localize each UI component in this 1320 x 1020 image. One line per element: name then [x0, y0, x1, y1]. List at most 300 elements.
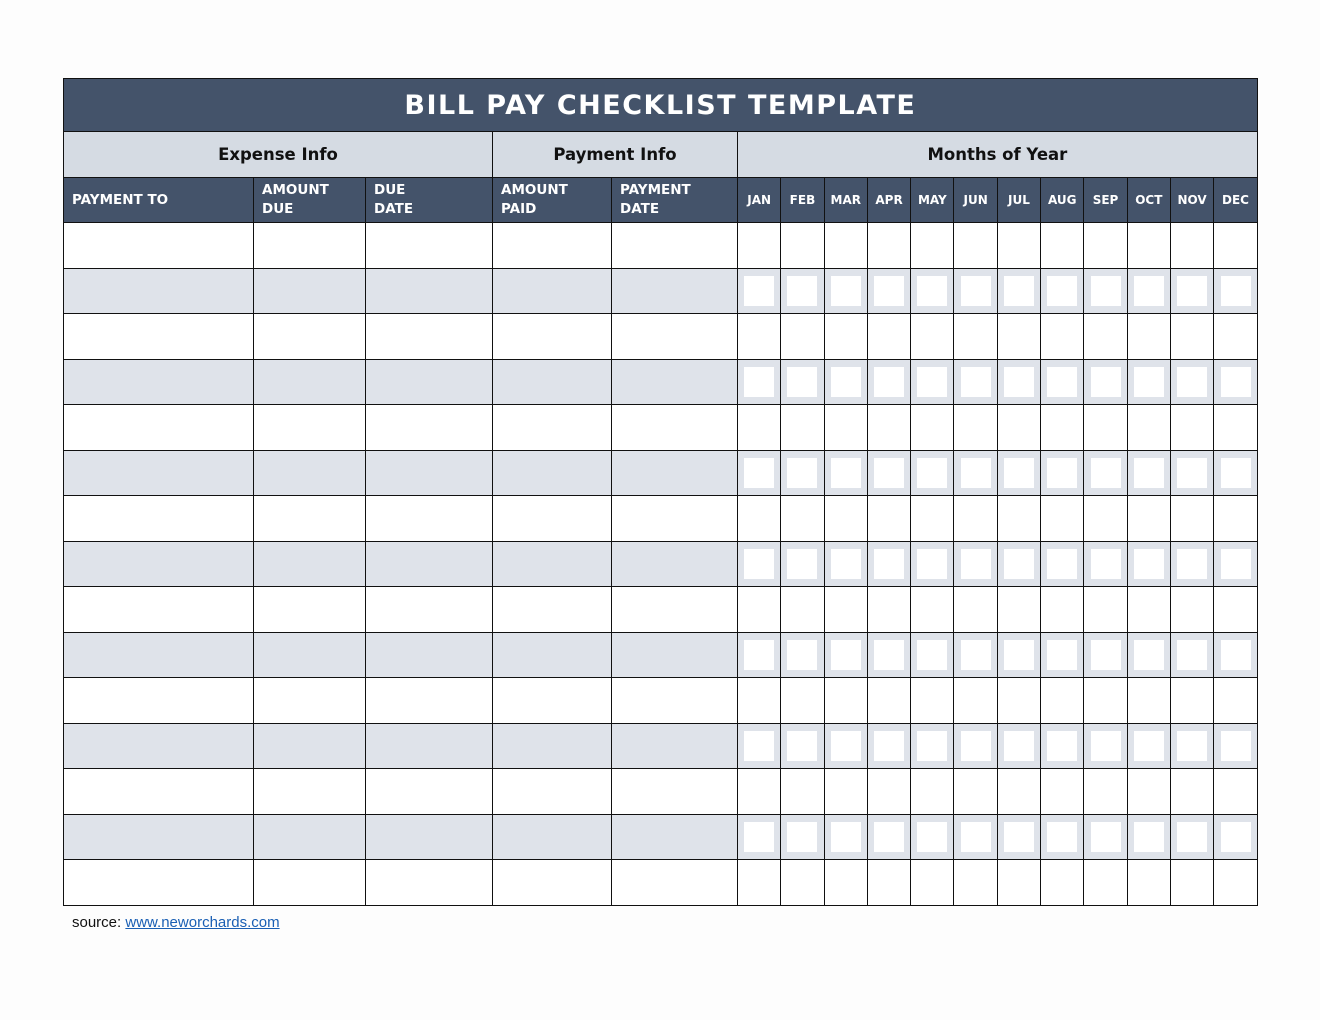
checkbox-nov[interactable] [1177, 503, 1207, 533]
checkbox-jul[interactable] [1004, 867, 1034, 897]
checkbox-jun[interactable] [961, 503, 991, 533]
checkbox-apr[interactable] [874, 594, 904, 624]
cell-amount-paid[interactable] [493, 632, 612, 678]
checkbox-jul[interactable] [1004, 594, 1034, 624]
checkbox-nov[interactable] [1177, 321, 1207, 351]
table-row [64, 450, 1258, 496]
table-row [64, 405, 1258, 451]
cell-month-aug [1041, 814, 1084, 860]
cell-amount-paid[interactable] [493, 496, 612, 542]
cell-month-nov [1170, 860, 1213, 906]
checkbox-jul[interactable] [1004, 412, 1034, 442]
checkbox-feb[interactable] [787, 594, 817, 624]
cell-due-date[interactable] [366, 541, 493, 587]
checkbox-mar[interactable] [831, 867, 861, 897]
checkbox-jun[interactable] [961, 594, 991, 624]
cell-amount-due[interactable] [254, 587, 366, 633]
checkbox-aug[interactable] [1047, 776, 1077, 806]
cell-payment-to[interactable] [64, 314, 254, 360]
checkbox-aug[interactable] [1047, 367, 1077, 397]
cell-amount-due[interactable] [254, 723, 366, 769]
checkbox-jun[interactable] [961, 776, 991, 806]
cell-payment-date[interactable] [612, 405, 738, 451]
checkbox-dec[interactable] [1221, 867, 1251, 897]
cell-due-date[interactable] [366, 632, 493, 678]
checkbox-mar[interactable] [831, 276, 861, 306]
checkbox-nov[interactable] [1177, 594, 1207, 624]
checkbox-oct[interactable] [1134, 776, 1164, 806]
checkbox-jan[interactable] [744, 867, 774, 897]
checkbox-aug[interactable] [1047, 412, 1077, 442]
checkbox-may[interactable] [917, 594, 947, 624]
cell-due-date[interactable] [366, 268, 493, 314]
checkbox-oct[interactable] [1134, 549, 1164, 579]
column-header-month-may: MAY [911, 178, 954, 223]
cell-month-feb [781, 678, 824, 724]
checkbox-jan[interactable] [744, 367, 774, 397]
checkbox-apr[interactable] [874, 822, 904, 852]
column-header-month-mar: MAR [824, 178, 867, 223]
checkbox-jun[interactable] [961, 321, 991, 351]
cell-payment-date[interactable] [612, 860, 738, 906]
cell-amount-due[interactable] [254, 314, 366, 360]
checkbox-apr[interactable] [874, 458, 904, 488]
checkbox-nov[interactable] [1177, 230, 1207, 260]
column-header-month-jan: JAN [738, 178, 781, 223]
checkbox-dec[interactable] [1221, 594, 1251, 624]
checkbox-oct[interactable] [1134, 367, 1164, 397]
cell-month-jun [954, 268, 997, 314]
cell-amount-due[interactable] [254, 632, 366, 678]
checkbox-sep[interactable] [1091, 685, 1121, 715]
cell-month-mar [824, 814, 867, 860]
checkbox-sep[interactable] [1091, 276, 1121, 306]
checkbox-dec[interactable] [1221, 822, 1251, 852]
checkbox-oct[interactable] [1134, 458, 1164, 488]
checkbox-nov[interactable] [1177, 367, 1207, 397]
cell-month-oct [1127, 541, 1170, 587]
checkbox-nov[interactable] [1177, 549, 1207, 579]
checkbox-feb[interactable] [787, 822, 817, 852]
checkbox-sep[interactable] [1091, 640, 1121, 670]
column-header-amount-paid [493, 178, 612, 223]
checkbox-sep[interactable] [1091, 867, 1121, 897]
cell-month-jan [738, 450, 781, 496]
cell-payment-to[interactable] [64, 723, 254, 769]
checkbox-may[interactable] [917, 685, 947, 715]
cell-amount-paid[interactable] [493, 723, 612, 769]
cell-due-date[interactable] [366, 723, 493, 769]
checkbox-dec[interactable] [1221, 321, 1251, 351]
checkbox-may[interactable] [917, 412, 947, 442]
checkbox-aug[interactable] [1047, 503, 1077, 533]
checkbox-feb[interactable] [787, 412, 817, 442]
checkbox-sep[interactable] [1091, 822, 1121, 852]
checkbox-dec[interactable] [1221, 731, 1251, 761]
checkbox-apr[interactable] [874, 503, 904, 533]
checkbox-nov[interactable] [1177, 685, 1207, 715]
checkbox-sep[interactable] [1091, 731, 1121, 761]
checkbox-oct[interactable] [1134, 276, 1164, 306]
cell-payment-to[interactable] [64, 450, 254, 496]
checkbox-jan[interactable] [744, 412, 774, 442]
checkbox-sep[interactable] [1091, 230, 1121, 260]
checkbox-oct[interactable] [1134, 594, 1164, 624]
cell-payment-date[interactable] [612, 268, 738, 314]
checkbox-jul[interactable] [1004, 230, 1034, 260]
cell-amount-due[interactable] [254, 405, 366, 451]
checkbox-dec[interactable] [1221, 503, 1251, 533]
checkbox-mar[interactable] [831, 731, 861, 761]
checkbox-oct[interactable] [1134, 230, 1164, 260]
cell-payment-to[interactable] [64, 587, 254, 633]
checkbox-oct[interactable] [1134, 503, 1164, 533]
checkbox-apr[interactable] [874, 549, 904, 579]
checkbox-may[interactable] [917, 367, 947, 397]
checkbox-jun[interactable] [961, 276, 991, 306]
source-footer [72, 914, 280, 931]
checkbox-aug[interactable] [1047, 230, 1077, 260]
checkbox-dec[interactable] [1221, 776, 1251, 806]
checkbox-apr[interactable] [874, 776, 904, 806]
checkbox-jul[interactable] [1004, 776, 1034, 806]
checkbox-apr[interactable] [874, 412, 904, 442]
checkbox-apr[interactable] [874, 685, 904, 715]
checkbox-aug[interactable] [1047, 685, 1077, 715]
cell-month-jul [997, 223, 1040, 269]
checkbox-aug[interactable] [1047, 594, 1077, 624]
cell-payment-date[interactable] [612, 814, 738, 860]
checkbox-may[interactable] [917, 822, 947, 852]
checkbox-jul[interactable] [1004, 321, 1034, 351]
checkbox-feb[interactable] [787, 367, 817, 397]
cell-month-jan [738, 541, 781, 587]
cell-amount-due[interactable] [254, 678, 366, 724]
column-header-label: PAYMENT TO [72, 191, 169, 208]
checkbox-mar[interactable] [831, 230, 861, 260]
checkbox-jul[interactable] [1004, 731, 1034, 761]
checkbox-mar[interactable] [831, 321, 861, 351]
checkbox-jun[interactable] [961, 731, 991, 761]
cell-amount-due[interactable] [254, 814, 366, 860]
cell-payment-to[interactable] [64, 814, 254, 860]
checkbox-feb[interactable] [787, 458, 817, 488]
cell-amount-paid[interactable] [493, 814, 612, 860]
checkbox-jun[interactable] [961, 822, 991, 852]
checkbox-jan[interactable] [744, 685, 774, 715]
group-header-months-of-year: Months of Year [738, 132, 1258, 178]
cell-amount-due[interactable] [254, 450, 366, 496]
checkbox-dec[interactable] [1221, 685, 1251, 715]
cell-amount-paid[interactable] [493, 769, 612, 815]
checkbox-mar[interactable] [831, 776, 861, 806]
cell-month-apr [867, 769, 910, 815]
cell-payment-to[interactable] [64, 769, 254, 815]
checkbox-sep[interactable] [1091, 367, 1121, 397]
cell-payment-date[interactable] [612, 359, 738, 405]
cell-payment-date[interactable] [612, 632, 738, 678]
cell-due-date[interactable] [366, 496, 493, 542]
cell-month-jun [954, 223, 997, 269]
cell-payment-to[interactable] [64, 359, 254, 405]
checkbox-jul[interactable] [1004, 822, 1034, 852]
cell-month-sep [1084, 405, 1127, 451]
cell-amount-paid[interactable] [493, 359, 612, 405]
checkbox-mar[interactable] [831, 594, 861, 624]
checkbox-mar[interactable] [831, 367, 861, 397]
cell-amount-due[interactable] [254, 223, 366, 269]
checkbox-mar[interactable] [831, 685, 861, 715]
cell-due-date[interactable] [366, 359, 493, 405]
cell-payment-date[interactable] [612, 496, 738, 542]
checkbox-jul[interactable] [1004, 276, 1034, 306]
cell-amount-due[interactable] [254, 541, 366, 587]
cell-due-date[interactable] [366, 814, 493, 860]
checkbox-nov[interactable] [1177, 822, 1207, 852]
checkbox-feb[interactable] [787, 321, 817, 351]
cell-month-dec [1214, 223, 1257, 269]
checklist-rows [64, 223, 1258, 906]
cell-month-jun [954, 405, 997, 451]
cell-due-date[interactable] [366, 860, 493, 906]
checkbox-feb[interactable] [787, 549, 817, 579]
cell-amount-due[interactable] [254, 860, 366, 906]
cell-amount-paid[interactable] [493, 860, 612, 906]
checkbox-sep[interactable] [1091, 321, 1121, 351]
checkbox-aug[interactable] [1047, 731, 1077, 761]
checkbox-jun[interactable] [961, 367, 991, 397]
checkbox-jan[interactable] [744, 503, 774, 533]
checkbox-may[interactable] [917, 731, 947, 761]
checkbox-feb[interactable] [787, 503, 817, 533]
checkbox-aug[interactable] [1047, 276, 1077, 306]
cell-month-aug [1041, 450, 1084, 496]
cell-amount-paid[interactable] [493, 223, 612, 269]
checkbox-oct[interactable] [1134, 412, 1164, 442]
checkbox-feb[interactable] [787, 230, 817, 260]
checkbox-jan[interactable] [744, 230, 774, 260]
cell-month-jan [738, 359, 781, 405]
checkbox-nov[interactable] [1177, 412, 1207, 442]
cell-amount-paid[interactable] [493, 678, 612, 724]
checkbox-jul[interactable] [1004, 503, 1034, 533]
checkbox-aug[interactable] [1047, 640, 1077, 670]
column-header-label: AMOUNT [501, 182, 568, 198]
checkbox-feb[interactable] [787, 640, 817, 670]
checkbox-jan[interactable] [744, 776, 774, 806]
cell-amount-due[interactable] [254, 496, 366, 542]
cell-payment-date[interactable] [612, 723, 738, 769]
cell-payment-date[interactable] [612, 541, 738, 587]
checkbox-jul[interactable] [1004, 549, 1034, 579]
cell-month-jul [997, 769, 1040, 815]
checkbox-aug[interactable] [1047, 458, 1077, 488]
cell-payment-to[interactable] [64, 541, 254, 587]
cell-amount-paid[interactable] [493, 314, 612, 360]
checkbox-mar[interactable] [831, 503, 861, 533]
cell-due-date[interactable] [366, 678, 493, 724]
checkbox-oct[interactable] [1134, 685, 1164, 715]
checkbox-may[interactable] [917, 276, 947, 306]
checkbox-dec[interactable] [1221, 640, 1251, 670]
cell-amount-due[interactable] [254, 268, 366, 314]
checkbox-nov[interactable] [1177, 640, 1207, 670]
checkbox-jun[interactable] [961, 412, 991, 442]
table-row [64, 632, 1258, 678]
checkbox-feb[interactable] [787, 276, 817, 306]
cell-due-date[interactable] [366, 405, 493, 451]
cell-payment-to[interactable] [64, 860, 254, 906]
checkbox-sep[interactable] [1091, 549, 1121, 579]
checkbox-oct[interactable] [1134, 867, 1164, 897]
checkbox-nov[interactable] [1177, 458, 1207, 488]
checkbox-may[interactable] [917, 867, 947, 897]
checkbox-sep[interactable] [1091, 458, 1121, 488]
cell-month-apr [867, 268, 910, 314]
cell-payment-to[interactable] [64, 268, 254, 314]
checkbox-dec[interactable] [1221, 549, 1251, 579]
cell-payment-date[interactable] [612, 223, 738, 269]
checkbox-feb[interactable] [787, 867, 817, 897]
cell-month-oct [1127, 587, 1170, 633]
cell-payment-to[interactable] [64, 223, 254, 269]
checkbox-nov[interactable] [1177, 731, 1207, 761]
cell-month-jul [997, 450, 1040, 496]
checkbox-apr[interactable] [874, 367, 904, 397]
checkbox-aug[interactable] [1047, 549, 1077, 579]
cell-due-date[interactable] [366, 450, 493, 496]
checkbox-nov[interactable] [1177, 776, 1207, 806]
cell-amount-due[interactable] [254, 359, 366, 405]
checkbox-oct[interactable] [1134, 640, 1164, 670]
cell-month-oct [1127, 450, 1170, 496]
checkbox-aug[interactable] [1047, 321, 1077, 351]
checkbox-mar[interactable] [831, 822, 861, 852]
checkbox-may[interactable] [917, 321, 947, 351]
checkbox-sep[interactable] [1091, 594, 1121, 624]
cell-month-jan [738, 632, 781, 678]
cell-payment-date[interactable] [612, 450, 738, 496]
checkbox-jan[interactable] [744, 276, 774, 306]
checkbox-jan[interactable] [744, 549, 774, 579]
checkbox-mar[interactable] [831, 458, 861, 488]
cell-payment-date[interactable] [612, 769, 738, 815]
checkbox-jun[interactable] [961, 867, 991, 897]
cell-amount-paid[interactable] [493, 587, 612, 633]
checkbox-apr[interactable] [874, 276, 904, 306]
checkbox-jan[interactable] [744, 731, 774, 761]
checkbox-dec[interactable] [1221, 458, 1251, 488]
cell-amount-paid[interactable] [493, 405, 612, 451]
cell-due-date[interactable] [366, 587, 493, 633]
cell-payment-date[interactable] [612, 678, 738, 724]
checkbox-apr[interactable] [874, 731, 904, 761]
checkbox-jun[interactable] [961, 685, 991, 715]
checkbox-jun[interactable] [961, 458, 991, 488]
column-header-due-date [366, 178, 493, 223]
cell-payment-date[interactable] [612, 314, 738, 360]
checkbox-jan[interactable] [744, 594, 774, 624]
cell-payment-date[interactable] [612, 587, 738, 633]
cell-amount-paid[interactable] [493, 450, 612, 496]
cell-due-date[interactable] [366, 769, 493, 815]
checkbox-jan[interactable] [744, 321, 774, 351]
cell-amount-due[interactable] [254, 769, 366, 815]
cell-month-oct [1127, 678, 1170, 724]
checkbox-dec[interactable] [1221, 367, 1251, 397]
checkbox-dec[interactable] [1221, 276, 1251, 306]
checkbox-sep[interactable] [1091, 776, 1121, 806]
checkbox-jun[interactable] [961, 230, 991, 260]
checkbox-feb[interactable] [787, 685, 817, 715]
checkbox-jul[interactable] [1004, 685, 1034, 715]
checkbox-nov[interactable] [1177, 276, 1207, 306]
cell-amount-paid[interactable] [493, 541, 612, 587]
checkbox-jan[interactable] [744, 640, 774, 670]
cell-month-sep [1084, 450, 1127, 496]
cell-payment-to[interactable] [64, 496, 254, 542]
checkbox-jul[interactable] [1004, 458, 1034, 488]
checkbox-apr[interactable] [874, 867, 904, 897]
checkbox-apr[interactable] [874, 321, 904, 351]
checkbox-may[interactable] [917, 776, 947, 806]
checkbox-jul[interactable] [1004, 640, 1034, 670]
cell-month-oct [1127, 814, 1170, 860]
checkbox-sep[interactable] [1091, 503, 1121, 533]
checkbox-jun[interactable] [961, 549, 991, 579]
cell-month-feb [781, 632, 824, 678]
cell-amount-paid[interactable] [493, 268, 612, 314]
checkbox-sep[interactable] [1091, 412, 1121, 442]
cell-month-sep [1084, 860, 1127, 906]
checkbox-aug[interactable] [1047, 867, 1077, 897]
cell-payment-to[interactable] [64, 632, 254, 678]
checkbox-dec[interactable] [1221, 230, 1251, 260]
checkbox-nov[interactable] [1177, 867, 1207, 897]
column-header-month-jun: JUN [954, 178, 997, 223]
checkbox-feb[interactable] [787, 731, 817, 761]
cell-month-apr [867, 314, 910, 360]
checkbox-mar[interactable] [831, 640, 861, 670]
checkbox-oct[interactable] [1134, 321, 1164, 351]
checkbox-may[interactable] [917, 640, 947, 670]
checkbox-jul[interactable] [1004, 367, 1034, 397]
checkbox-aug[interactable] [1047, 822, 1077, 852]
source-link[interactable]: www.neworchards.com [125, 914, 280, 931]
cell-due-date[interactable] [366, 223, 493, 269]
checkbox-apr[interactable] [874, 230, 904, 260]
checkbox-jan[interactable] [744, 822, 774, 852]
checkbox-may[interactable] [917, 549, 947, 579]
checkbox-oct[interactable] [1134, 822, 1164, 852]
checkbox-oct[interactable] [1134, 731, 1164, 761]
cell-due-date[interactable] [366, 314, 493, 360]
checkbox-feb[interactable] [787, 776, 817, 806]
checkbox-apr[interactable] [874, 640, 904, 670]
checkbox-jun[interactable] [961, 640, 991, 670]
cell-payment-to[interactable] [64, 678, 254, 724]
checkbox-mar[interactable] [831, 412, 861, 442]
checkbox-mar[interactable] [831, 549, 861, 579]
checkbox-dec[interactable] [1221, 412, 1251, 442]
checkbox-may[interactable] [917, 458, 947, 488]
checkbox-jan[interactable] [744, 458, 774, 488]
checkbox-may[interactable] [917, 230, 947, 260]
checkbox-may[interactable] [917, 503, 947, 533]
cell-month-aug [1041, 860, 1084, 906]
cell-payment-to[interactable] [64, 405, 254, 451]
cell-month-may [911, 223, 954, 269]
